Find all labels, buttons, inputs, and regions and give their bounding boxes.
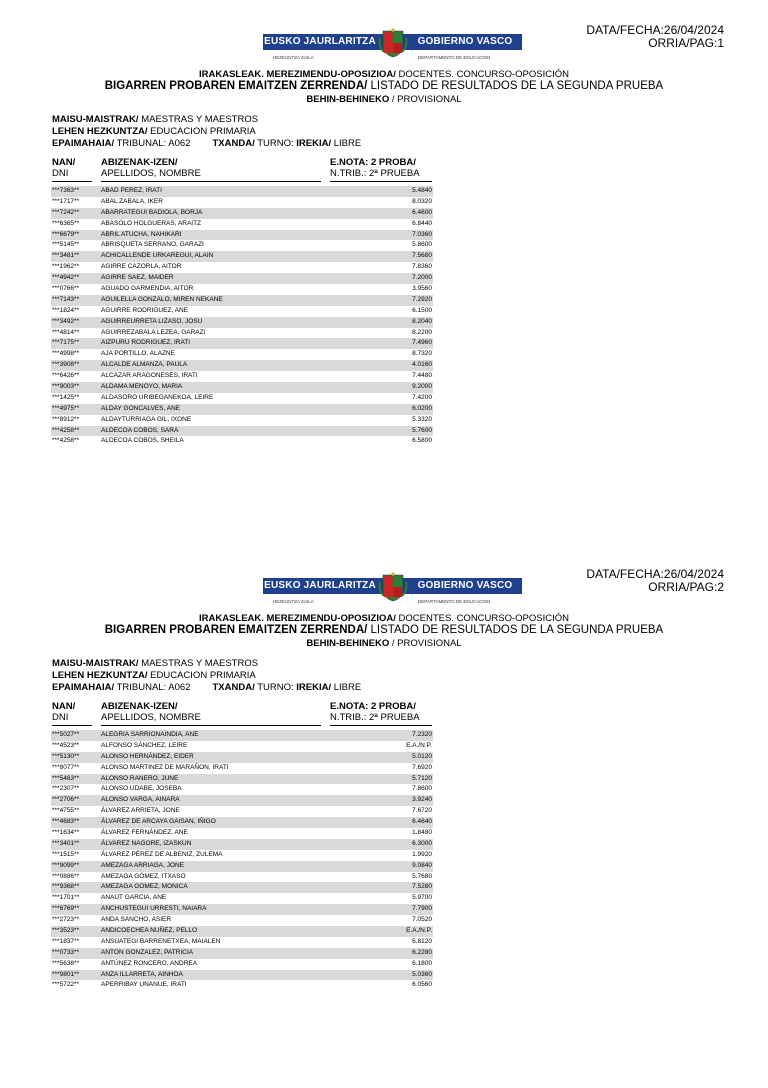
dni-cell: ***6679**: [52, 230, 80, 238]
date-label: DATA/FECHA:26/04/2024: [586, 567, 724, 581]
score-cell: 7.8600: [412, 785, 432, 793]
name-cell: AIZPURU RODRIGUEZ, IRATI: [101, 339, 191, 347]
logo-subtext-basque: HEZKUNTZA SAILA: [273, 599, 314, 604]
specialty: MAISU-MAISTRAK/ MAESTRAS Y MAESTROS: [52, 114, 259, 125]
dni-cell: ***1717**: [52, 197, 80, 205]
table-row: [51, 774, 433, 785]
score-cell: 5.7600: [412, 426, 432, 434]
score-cell: 1.9920: [412, 850, 432, 858]
score-cell: 9.2000: [412, 383, 432, 391]
name-cell: AGIRRE CAZORLA, AITOR: [101, 263, 182, 271]
dni-cell: ***0733**: [52, 948, 80, 956]
name-cell: ABRISQUETA SERRANO, GARAZI: [101, 241, 204, 249]
table-row: [51, 251, 433, 262]
header-divider: [52, 181, 92, 182]
score-cell: 6.0560: [412, 981, 432, 989]
score-cell: 7.8360: [412, 263, 432, 271]
score-cell: 5.0120: [412, 752, 432, 760]
table-row: [51, 817, 433, 828]
dni-cell: ***5722**: [52, 981, 80, 989]
table-row: [51, 208, 433, 219]
table-row: [51, 219, 433, 230]
header-status: BEHIN-BEHINEKO / PROVISIONAL: [306, 94, 462, 105]
education-level: LEHEN HEZKUNTZA/ EDUCACION PRIMARIA: [52, 126, 256, 137]
name-cell: AGUADO GARMENDIA, AITOR: [101, 285, 194, 293]
score-cell: 7.5680: [412, 252, 432, 260]
table-row: [51, 937, 433, 948]
score-cell: 4.0160: [412, 361, 432, 369]
name-cell: AGIRRE SAEZ, MAIDER: [101, 274, 174, 282]
header-divider: [330, 181, 432, 182]
score-cell: 6.3000: [412, 839, 432, 847]
score-cell: 6.1500: [412, 306, 432, 314]
dni-cell: ***7175**: [52, 339, 80, 347]
name-cell: ÁLVAREZ ARRIETA, JONE: [101, 807, 180, 815]
dni-cell: ***3908**: [52, 361, 80, 369]
results-table: [51, 186, 433, 447]
table-row: [51, 861, 433, 872]
name-cell: AGUILELLA GONZALO, MIREN NEKANE: [101, 295, 223, 303]
dni-cell: ***4998**: [52, 350, 80, 358]
score-cell: 7.0520: [412, 916, 432, 924]
column-header-score: E.NOTA: 2 PROBA/ N.TRIB.: 2ª PRUEBA: [330, 701, 420, 723]
table-row: [51, 893, 433, 904]
table-row: [51, 338, 433, 349]
dni-cell: ***4258**: [52, 437, 80, 445]
score-cell: 8.2200: [412, 328, 432, 336]
dni-cell: ***5130**: [52, 752, 80, 760]
score-cell: 3.9560: [412, 285, 432, 293]
dni-cell: ***0766**: [52, 285, 80, 293]
score-cell: 8.2040: [412, 317, 432, 325]
dni-cell: ***2307**: [52, 785, 80, 793]
logo-text-spanish: GOBIERNO VASCO: [417, 580, 513, 591]
name-cell: ANDICOECHEA NUÑEZ, PELLO: [101, 927, 198, 935]
name-cell: ÁLVAREZ DE ARCAYA GAISAN, IÑIGO: [101, 818, 216, 826]
score-cell: 7.0360: [412, 230, 432, 238]
name-cell: ALONSO RANERO, JUNE: [101, 774, 179, 782]
dni-cell: ***7143**: [52, 295, 80, 303]
score-cell: 5.9700: [412, 894, 432, 902]
coat-of-arms-icon: [378, 28, 408, 58]
name-cell: ALCAZAR ARAGONESES, IRATI: [101, 372, 198, 380]
score-cell: 5.7120: [412, 774, 432, 782]
score-cell: 7.4480: [412, 372, 432, 380]
name-cell: AMEZAGA ARRIAGA, JONE: [101, 861, 185, 869]
name-cell: ALDASORO URIBEGANEKOA, LEIRE: [101, 393, 214, 401]
table-row: [51, 850, 433, 861]
dni-cell: ***3481**: [52, 252, 80, 260]
table-row: [51, 306, 433, 317]
dni-cell: ***5638**: [52, 959, 80, 967]
page-number: ORRIA/PAG:2: [648, 580, 724, 594]
score-cell: 9.0840: [412, 861, 432, 869]
government-logo: [263, 572, 522, 610]
dni-cell: ***7242**: [52, 208, 80, 216]
table-row: [51, 915, 433, 926]
score-cell: E.A./N.P.: [406, 741, 432, 749]
score-cell: 6.4600: [412, 208, 432, 216]
name-cell: ALONSO HERNÁNDEZ, EIDER: [101, 752, 194, 760]
table-row: [51, 360, 433, 371]
dni-cell: ***3492**: [52, 317, 80, 325]
score-cell: 1.8480: [412, 829, 432, 837]
name-cell: ANTÚNEZ RONCERO, ANDREA: [101, 959, 198, 967]
score-cell: 7.4960: [412, 339, 432, 347]
dni-cell: ***1837**: [52, 937, 80, 945]
dni-cell: ***6426**: [52, 372, 80, 380]
dni-cell: ***4975**: [52, 404, 80, 412]
results-page: [0, 544, 768, 1088]
dni-cell: ***6365**: [52, 219, 80, 227]
table-row: [51, 948, 433, 959]
logo-text-basque: EUSKO JAURLARITZA: [264, 36, 376, 47]
score-cell: 7.2920: [412, 295, 432, 303]
score-cell: 6.5800: [412, 437, 432, 445]
header-line-1: IRAKASLEAK. MEREZIMENDU-OPOSIZIOA/ DOCENTES. CONCURSO-OPOSICIÓN: [199, 69, 569, 80]
tribunal-and-turn: EPAIMAHAIA/ TRIBUNAL: A062 TXANDA/ TURNO: IREKIA/ LIBRE: [52, 682, 362, 693]
table-row: [51, 230, 433, 241]
name-cell: AGUIRREZABALA LEZEA, GARAZI: [101, 328, 206, 336]
name-cell: ALDAYTURRIAGA GIL, IXONE: [101, 415, 192, 423]
name-cell: AGUIRRE RODRIGUEZ, ANE: [101, 306, 189, 314]
dni-cell: ***8077**: [52, 763, 80, 771]
score-cell: 7.7900: [412, 905, 432, 913]
name-cell: ALONSO MARTINEZ DE MARAÑON, IRATI: [101, 763, 229, 771]
logo-text-basque: EUSKO JAURLARITZA: [264, 580, 376, 591]
score-cell: 3.9240: [412, 796, 432, 804]
table-row: [51, 882, 433, 893]
table-row: [51, 273, 433, 284]
table-row: [51, 262, 433, 273]
name-cell: ANZA ILLARRETA, AINHOA: [101, 970, 183, 978]
dni-cell: ***1824**: [52, 306, 80, 314]
table-row: [51, 828, 433, 839]
name-cell: ÁLVAREZ NAGORE, IZASKUN: [101, 839, 192, 847]
header-divider: [52, 725, 92, 726]
dni-cell: ***2723**: [52, 916, 80, 924]
score-cell: 7.6720: [412, 807, 432, 815]
name-cell: ANCHUSTEGUI URRESTI, NAIARA: [101, 905, 207, 913]
name-cell: ANTON GONZALEZ, PATRICIA: [101, 948, 194, 956]
header-line-1: IRAKASLEAK. MEREZIMENDU-OPOSIZIOA/ DOCENTES. CONCURSO-OPOSICIÓN: [199, 613, 569, 624]
name-cell: AJA PORTILLO, ALAZNE: [101, 350, 175, 358]
name-cell: ABAL ZABALA, IKER: [101, 197, 163, 205]
dni-cell: ***1962**: [52, 263, 80, 271]
header-title: BIGARREN PROBAREN EMAITZEN ZERRENDA/ LISTADO DE RESULTADOS DE LA SEGUNDA PRUEBA: [104, 624, 664, 636]
dni-cell: ***1515**: [52, 850, 80, 858]
dni-cell: ***8912**: [52, 415, 80, 423]
date-label: DATA/FECHA:26/04/2024: [586, 23, 724, 37]
column-header-dni: NAN/ DNI: [52, 157, 76, 179]
name-cell: ALDECOA COBOS, SHEILA: [101, 437, 184, 445]
name-cell: ABRIL ATUCHA, NAHIKARI: [101, 230, 182, 238]
table-row: [51, 436, 433, 447]
column-header-score: E.NOTA: 2 PROBA/ N.TRIB.: 2ª PRUEBA: [330, 157, 420, 179]
table-row: [51, 730, 433, 741]
logo-subtext-basque: HEZKUNTZA SAILA: [273, 55, 314, 60]
column-header-name: ABIZENAK-IZEN/ APELLIDOS, NOMBRE: [101, 157, 201, 179]
score-cell: 7.6920: [412, 763, 432, 771]
dni-cell: ***1701**: [52, 894, 80, 902]
score-cell: 7.2000: [412, 274, 432, 282]
score-cell: 6.0200: [412, 404, 432, 412]
table-row: [51, 763, 433, 774]
column-header-dni: NAN/ DNI: [52, 701, 76, 723]
score-cell: 6.1800: [412, 959, 432, 967]
name-cell: ABARRATEGUI BADIOLA, BORJA: [101, 208, 203, 216]
score-cell: 8.0320: [412, 197, 432, 205]
table-row: [51, 839, 433, 850]
name-cell: ALONSO UDABE, JOSEBA: [101, 785, 182, 793]
table-row: [51, 980, 433, 991]
dni-cell: ***4814**: [52, 328, 80, 336]
table-row: [51, 393, 433, 404]
header-status: BEHIN-BEHINEKO / PROVISIONAL: [306, 638, 462, 649]
dni-cell: ***4258**: [52, 426, 80, 434]
name-cell: AMEZAGA GOMEZ, MONICA: [101, 883, 188, 891]
score-cell: 6.8120: [412, 937, 432, 945]
specialty: MAISU-MAISTRAK/ MAESTRAS Y MAESTROS: [52, 658, 259, 669]
table-row: [51, 904, 433, 915]
name-cell: AMEZAGA GÓMEZ, ITXASO: [101, 872, 186, 880]
table-row: [51, 415, 433, 426]
table-row: [51, 382, 433, 393]
table-row: [51, 752, 433, 763]
score-cell: 5.3320: [412, 415, 432, 423]
name-cell: ACHICALLENDE URKAREGUI, ALAIN: [101, 252, 214, 260]
table-row: [51, 295, 433, 306]
name-cell: APERRIBAY UNANUE, IRATI: [101, 981, 187, 989]
dni-cell: ***6769**: [52, 905, 80, 913]
name-cell: ABAD PEREZ, IRATI: [101, 187, 162, 194]
dni-cell: ***1634**: [52, 829, 80, 837]
table-row: [51, 872, 433, 883]
table-row: [51, 741, 433, 752]
table-row: [51, 371, 433, 382]
table-row: [51, 404, 433, 415]
header-divider: [101, 725, 321, 726]
header-divider: [101, 181, 321, 182]
table-row: [51, 328, 433, 339]
dni-cell: ***4523**: [52, 741, 80, 749]
score-cell: 7.5280: [412, 883, 432, 891]
header-title: BIGARREN PROBAREN EMAITZEN ZERRENDA/ LISTADO DE RESULTADOS DE LA SEGUNDA PRUEBA: [104, 80, 664, 92]
score-cell: 6.2280: [412, 948, 432, 956]
table-row: [51, 284, 433, 295]
column-header-name: ABIZENAK-IZEN/ APELLIDOS, NOMBRE: [101, 701, 201, 723]
table-row: [51, 926, 433, 937]
dni-cell: ***1425**: [52, 393, 80, 401]
score-cell: E.A./N.P.: [406, 927, 432, 935]
dni-cell: ***0886**: [52, 872, 80, 880]
name-cell: ALDAY GONCALVES, ANE: [101, 404, 181, 412]
score-cell: 5.4840: [412, 187, 432, 194]
name-cell: ÁLVAREZ PÉREZ DE ALBENIZ, ZULEMA: [101, 850, 223, 858]
score-cell: 7.4200: [412, 393, 432, 401]
tribunal-and-turn: EPAIMAHAIA/ TRIBUNAL: A062 TXANDA/ TURNO: IREKIA/ LIBRE: [52, 138, 362, 149]
page-number: ORRIA/PAG:1: [648, 36, 724, 50]
table-row: [51, 240, 433, 251]
dni-cell: ***4755**: [52, 807, 80, 815]
name-cell: ALONSO VARGA, AINARA: [101, 796, 180, 804]
name-cell: AGUIRREURRETA LIZASO, JOSU: [101, 317, 203, 325]
score-cell: 5.7680: [412, 872, 432, 880]
table-row: [51, 349, 433, 360]
education-level: LEHEN HEZKUNTZA/ EDUCACION PRIMARIA: [52, 670, 256, 681]
dni-cell: ***3401**: [52, 839, 80, 847]
dni-cell: ***5027**: [52, 731, 80, 738]
score-cell: 6.4640: [412, 818, 432, 826]
name-cell: ANDA SANCHO, ASIER: [101, 916, 172, 924]
header-divider: [330, 725, 432, 726]
name-cell: ALEGRIA SARRIONAINDIA, ANE: [101, 731, 199, 738]
table-row: [51, 317, 433, 328]
dni-cell: ***5145**: [52, 241, 80, 249]
table-row: [51, 186, 433, 197]
dni-cell: ***9368**: [52, 883, 80, 891]
name-cell: ALFONSO SÁNCHEZ, LEIRE: [101, 741, 188, 749]
score-cell: 8.7320: [412, 350, 432, 358]
dni-cell: ***5463**: [52, 774, 80, 782]
table-row: [51, 970, 433, 981]
dni-cell: ***2706**: [52, 796, 80, 804]
table-row: [51, 795, 433, 806]
dni-cell: ***3523**: [52, 927, 80, 935]
name-cell: ALCALDE ALMANZA, PAULA: [101, 361, 188, 369]
logo-subtext-spanish: DEPARTAMENTO DE EDUCACIÓN: [418, 55, 491, 60]
date-block: [586, 24, 724, 50]
dni-cell: ***4683**: [52, 818, 80, 826]
score-cell: 7.2320: [412, 731, 432, 738]
coat-of-arms-icon: [378, 572, 408, 602]
name-cell: ÁLVAREZ FERNÁNDEZ, ANE: [101, 829, 188, 837]
name-cell: ANSUATEGI BARRENETXEA, MAIALEN: [101, 937, 221, 945]
name-cell: ANAUT GARCIA, ANE: [101, 894, 167, 902]
dni-cell: ***9003**: [52, 383, 80, 391]
table-row: [51, 784, 433, 795]
logo-subtext-spanish: DEPARTAMENTO DE EDUCACIÓN: [418, 599, 491, 604]
results-table: [51, 730, 433, 991]
score-cell: 5.8600: [412, 241, 432, 249]
dni-cell: ***7363**: [52, 187, 80, 194]
dni-cell: ***9099**: [52, 861, 80, 869]
name-cell: ALDECOA COBOS, SARA: [101, 426, 179, 434]
date-block: [586, 568, 724, 594]
name-cell: ALDAMA MENOYO, MARIA: [101, 383, 183, 391]
dni-cell: ***4942**: [52, 274, 80, 282]
logo-text-spanish: GOBIERNO VASCO: [417, 36, 513, 47]
score-cell: 6.8440: [412, 219, 432, 227]
name-cell: ABASOLO HOLGUERAS, ARAITZ: [101, 219, 202, 227]
government-logo: [263, 28, 522, 66]
table-row: [51, 959, 433, 970]
dni-cell: ***9801**: [52, 970, 80, 978]
score-cell: 5.0360: [412, 970, 432, 978]
table-row: [51, 426, 433, 437]
table-row: [51, 806, 433, 817]
table-row: [51, 197, 433, 208]
